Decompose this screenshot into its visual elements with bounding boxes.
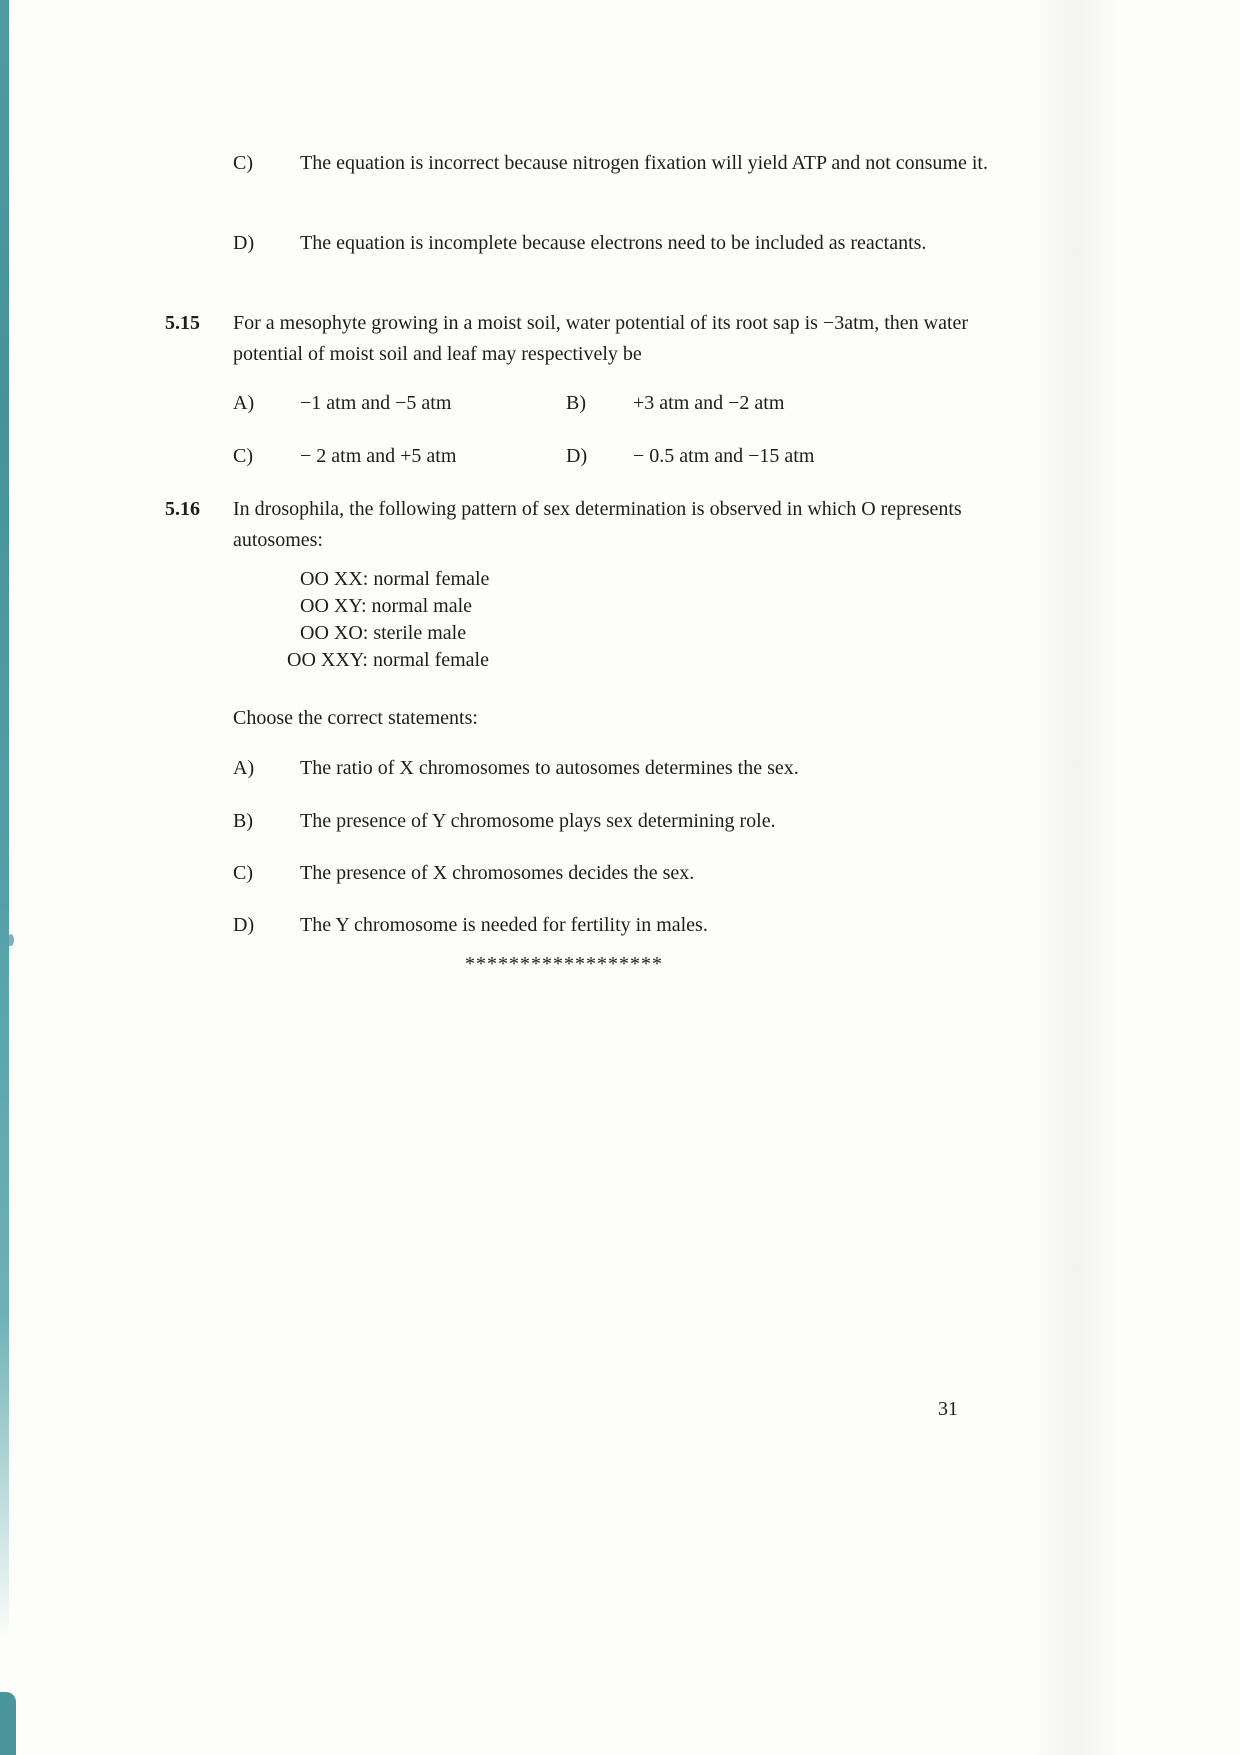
option-text: The presence of X chromosomes decides the sex.: [300, 862, 695, 884]
option-text: The equation is incorrect because nitrogen fixation will yield ATP and not consume it.: [300, 152, 988, 174]
q516-prompt: [233, 703, 478, 734]
q516-option-d: [233, 910, 708, 941]
question-number: 5.16: [165, 498, 200, 520]
option-letter: A): [233, 392, 255, 414]
question-text: For a mesophyte growing in a moist soil, water potential of its root sap is −3atm, then water potential of moist soil and leaf may respectively be: [233, 312, 969, 365]
option-letter: C): [233, 862, 253, 884]
pattern-line: OO XO: sterile male: [300, 622, 467, 644]
option-letter: B): [566, 392, 586, 414]
pattern-line: OO XXY: normal female: [287, 649, 489, 671]
option-row-d-carryover: [233, 228, 993, 259]
q515-option-c: [233, 441, 456, 472]
option-letter: C): [233, 152, 253, 174]
option-text: − 0.5 atm and −15 atm: [633, 445, 815, 467]
end-separator: ******************: [465, 953, 663, 975]
option-letter: D): [566, 445, 588, 467]
q516-option-b: [233, 806, 776, 837]
q515-option-a: [233, 388, 451, 419]
option-text: − 2 atm and +5 atm: [300, 445, 457, 467]
pattern-line: OO XY: normal male: [300, 595, 473, 617]
q516-option-c: [233, 858, 694, 889]
prompt-text: Choose the correct statements:: [233, 707, 478, 729]
q515-option-b: [566, 388, 784, 419]
question-number: 5.15: [165, 312, 200, 334]
scan-edge-strip: [0, 0, 9, 1640]
question-text: In drosophila, the following pattern of sex determination is observed in which O represents autosomes:: [233, 498, 962, 551]
option-text: The ratio of X chromosomes to autosomes determines the sex.: [300, 757, 799, 779]
option-text: The equation is incomplete because electrons need to be included as reactants.: [300, 232, 927, 254]
page-number: 31: [938, 1398, 958, 1420]
option-text: −1 atm and −5 atm: [300, 392, 452, 414]
q515-option-d: [566, 441, 814, 472]
option-text: The Y chromosome is needed for fertility in males.: [300, 914, 708, 936]
option-letter: D): [233, 232, 255, 254]
option-letter: C): [233, 445, 253, 467]
q516-option-a: [233, 753, 799, 784]
question-515: [165, 308, 1033, 370]
scan-shade-band: [1030, 0, 1120, 1755]
scan-edge-corner-mark: [0, 1692, 16, 1755]
option-row-c-carryover: [233, 148, 993, 179]
option-letter: D): [233, 914, 255, 936]
option-letter: A): [233, 757, 255, 779]
scan-speck: [8, 934, 14, 946]
option-text: The presence of Y chromosome plays sex determining role.: [300, 810, 776, 832]
option-text: +3 atm and −2 atm: [633, 392, 785, 414]
pattern-line: OO XX: normal female: [300, 568, 490, 590]
question-516: [165, 494, 1033, 556]
option-letter: B): [233, 810, 253, 832]
sex-determination-patterns: [287, 566, 489, 674]
